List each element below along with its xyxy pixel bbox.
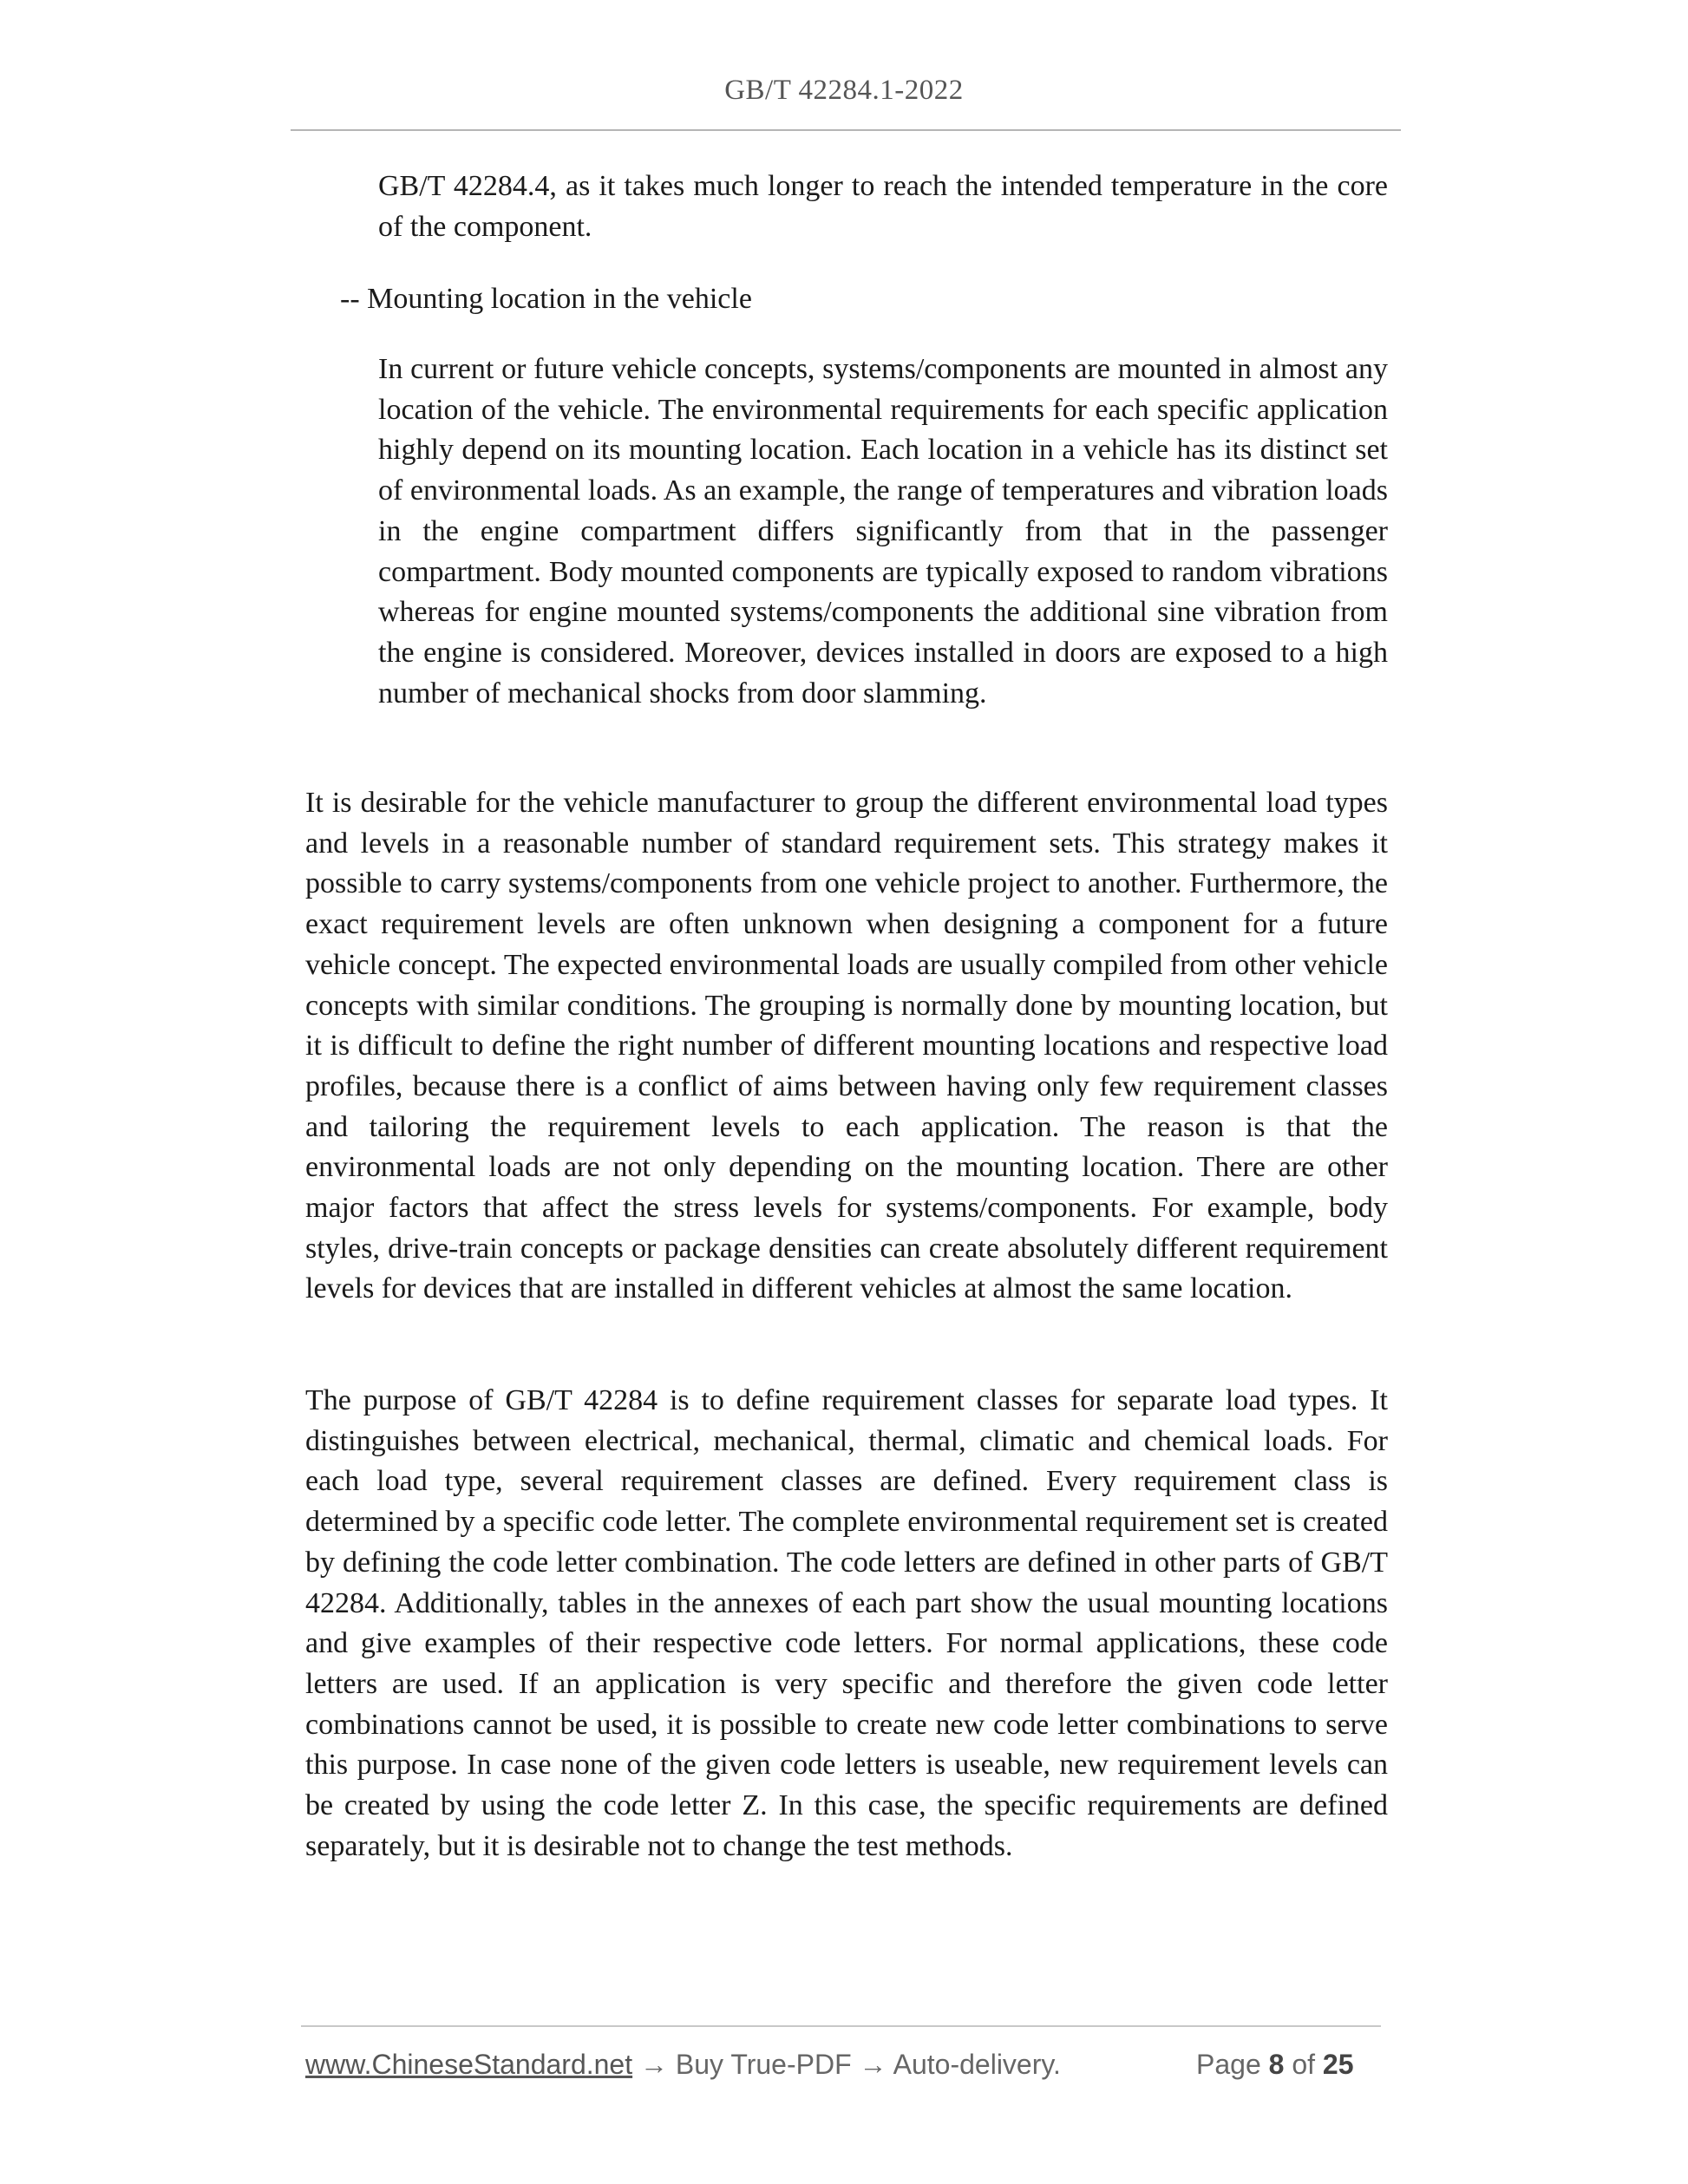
bullet-heading-mounting-location: -- Mounting location in the vehicle (340, 283, 752, 315)
body-paragraph-grouping: It is desirable for the vehicle manufacturer to group the different environmental load types and levels in a reasonable number of standard requirement sets. This strategy makes it possible to carry systems/components from one vehicle project to another. Furthermore, the exact requirement levels are often unknown when designing a component for a future vehicle concept. The expected environmental loads are usually compiled from other vehicle concepts with similar conditions. The grouping is normally done by mounting location, but it is difficult to define the right number of different mounting locations and respective load profiles, because there is a conflict of aims between having only few requirement classes and tailoring the requirement levels to each application. The reason is that the environmental loads are not only depending on the mounting location. There are other major factors that affect the stress levels for systems/components. For example, body styles, drive-train concepts or package densities can create absolutely different requirement levels for devices that are installed in different vehicles at almost the same location. (305, 787, 1388, 1305)
page-label: Page (1196, 2049, 1269, 2080)
footer-divider (301, 2025, 1381, 2027)
chinesestandard-link[interactable]: www.ChineseStandard.net (305, 2049, 633, 2080)
continuation-paragraph: GB/T 42284.4, as it takes much longer to reach the intended temperature in the core of the component. (378, 170, 1388, 243)
footer-promo (305, 2047, 1061, 2082)
page-of-label: of (1284, 2049, 1323, 2080)
page-indicator (1196, 2047, 1353, 2082)
header-divider (291, 129, 1401, 131)
footer-tagline: → Buy True-PDF → Auto-delivery. (632, 2049, 1061, 2080)
current-page-number: 8 (1268, 2049, 1285, 2080)
body-paragraph-purpose: The purpose of GB/T 42284 is to define requirement classes for separate load types. It distinguishes between electrical, mechanical, thermal, climatic and chemical loads. For each load type, several requirement classes are defined. Every requirement class is determined by a specific code letter. The complete environmental requirement set is created by defining the code letter combination. The code letters are defined in other parts of GB/T 42284. Additionally, tables in the annexes of each part show the usual mounting locations and give examples of their respective code letters. For normal applications, these code letters are used. If an application is very specific and therefore the given code letter combinations cannot be used, it is possible to create new code letter combinations to serve this purpose. In case none of the given code letters is useable, new requirement levels can be created by using the code letter Z. In this case, the specific requirements are defined separately, but it is desirable not to change the test methods. (305, 1384, 1388, 1862)
total-pages-number: 25 (1322, 2049, 1354, 2080)
document-header-title: GB/T 42284.1-2022 (724, 75, 964, 106)
mounting-location-paragraph: In current or future vehicle concepts, systems/components are mounted in almost any location of the vehicle. The environmental requirements for each specific application highly depend on its mounting location. Each location in a vehicle has its distinct set of environmental loads. As an example, the range of temperatures and vibration loads in the engine compartment differs significantly from that in the passenger compartment. Body mounted components are typically exposed to random vibrations whereas for engine mounted systems/components the additional sine vibration from the engine is considered. Moreover, devices installed in doors are exposed to a high number of mechanical shocks from door slamming. (378, 353, 1388, 709)
